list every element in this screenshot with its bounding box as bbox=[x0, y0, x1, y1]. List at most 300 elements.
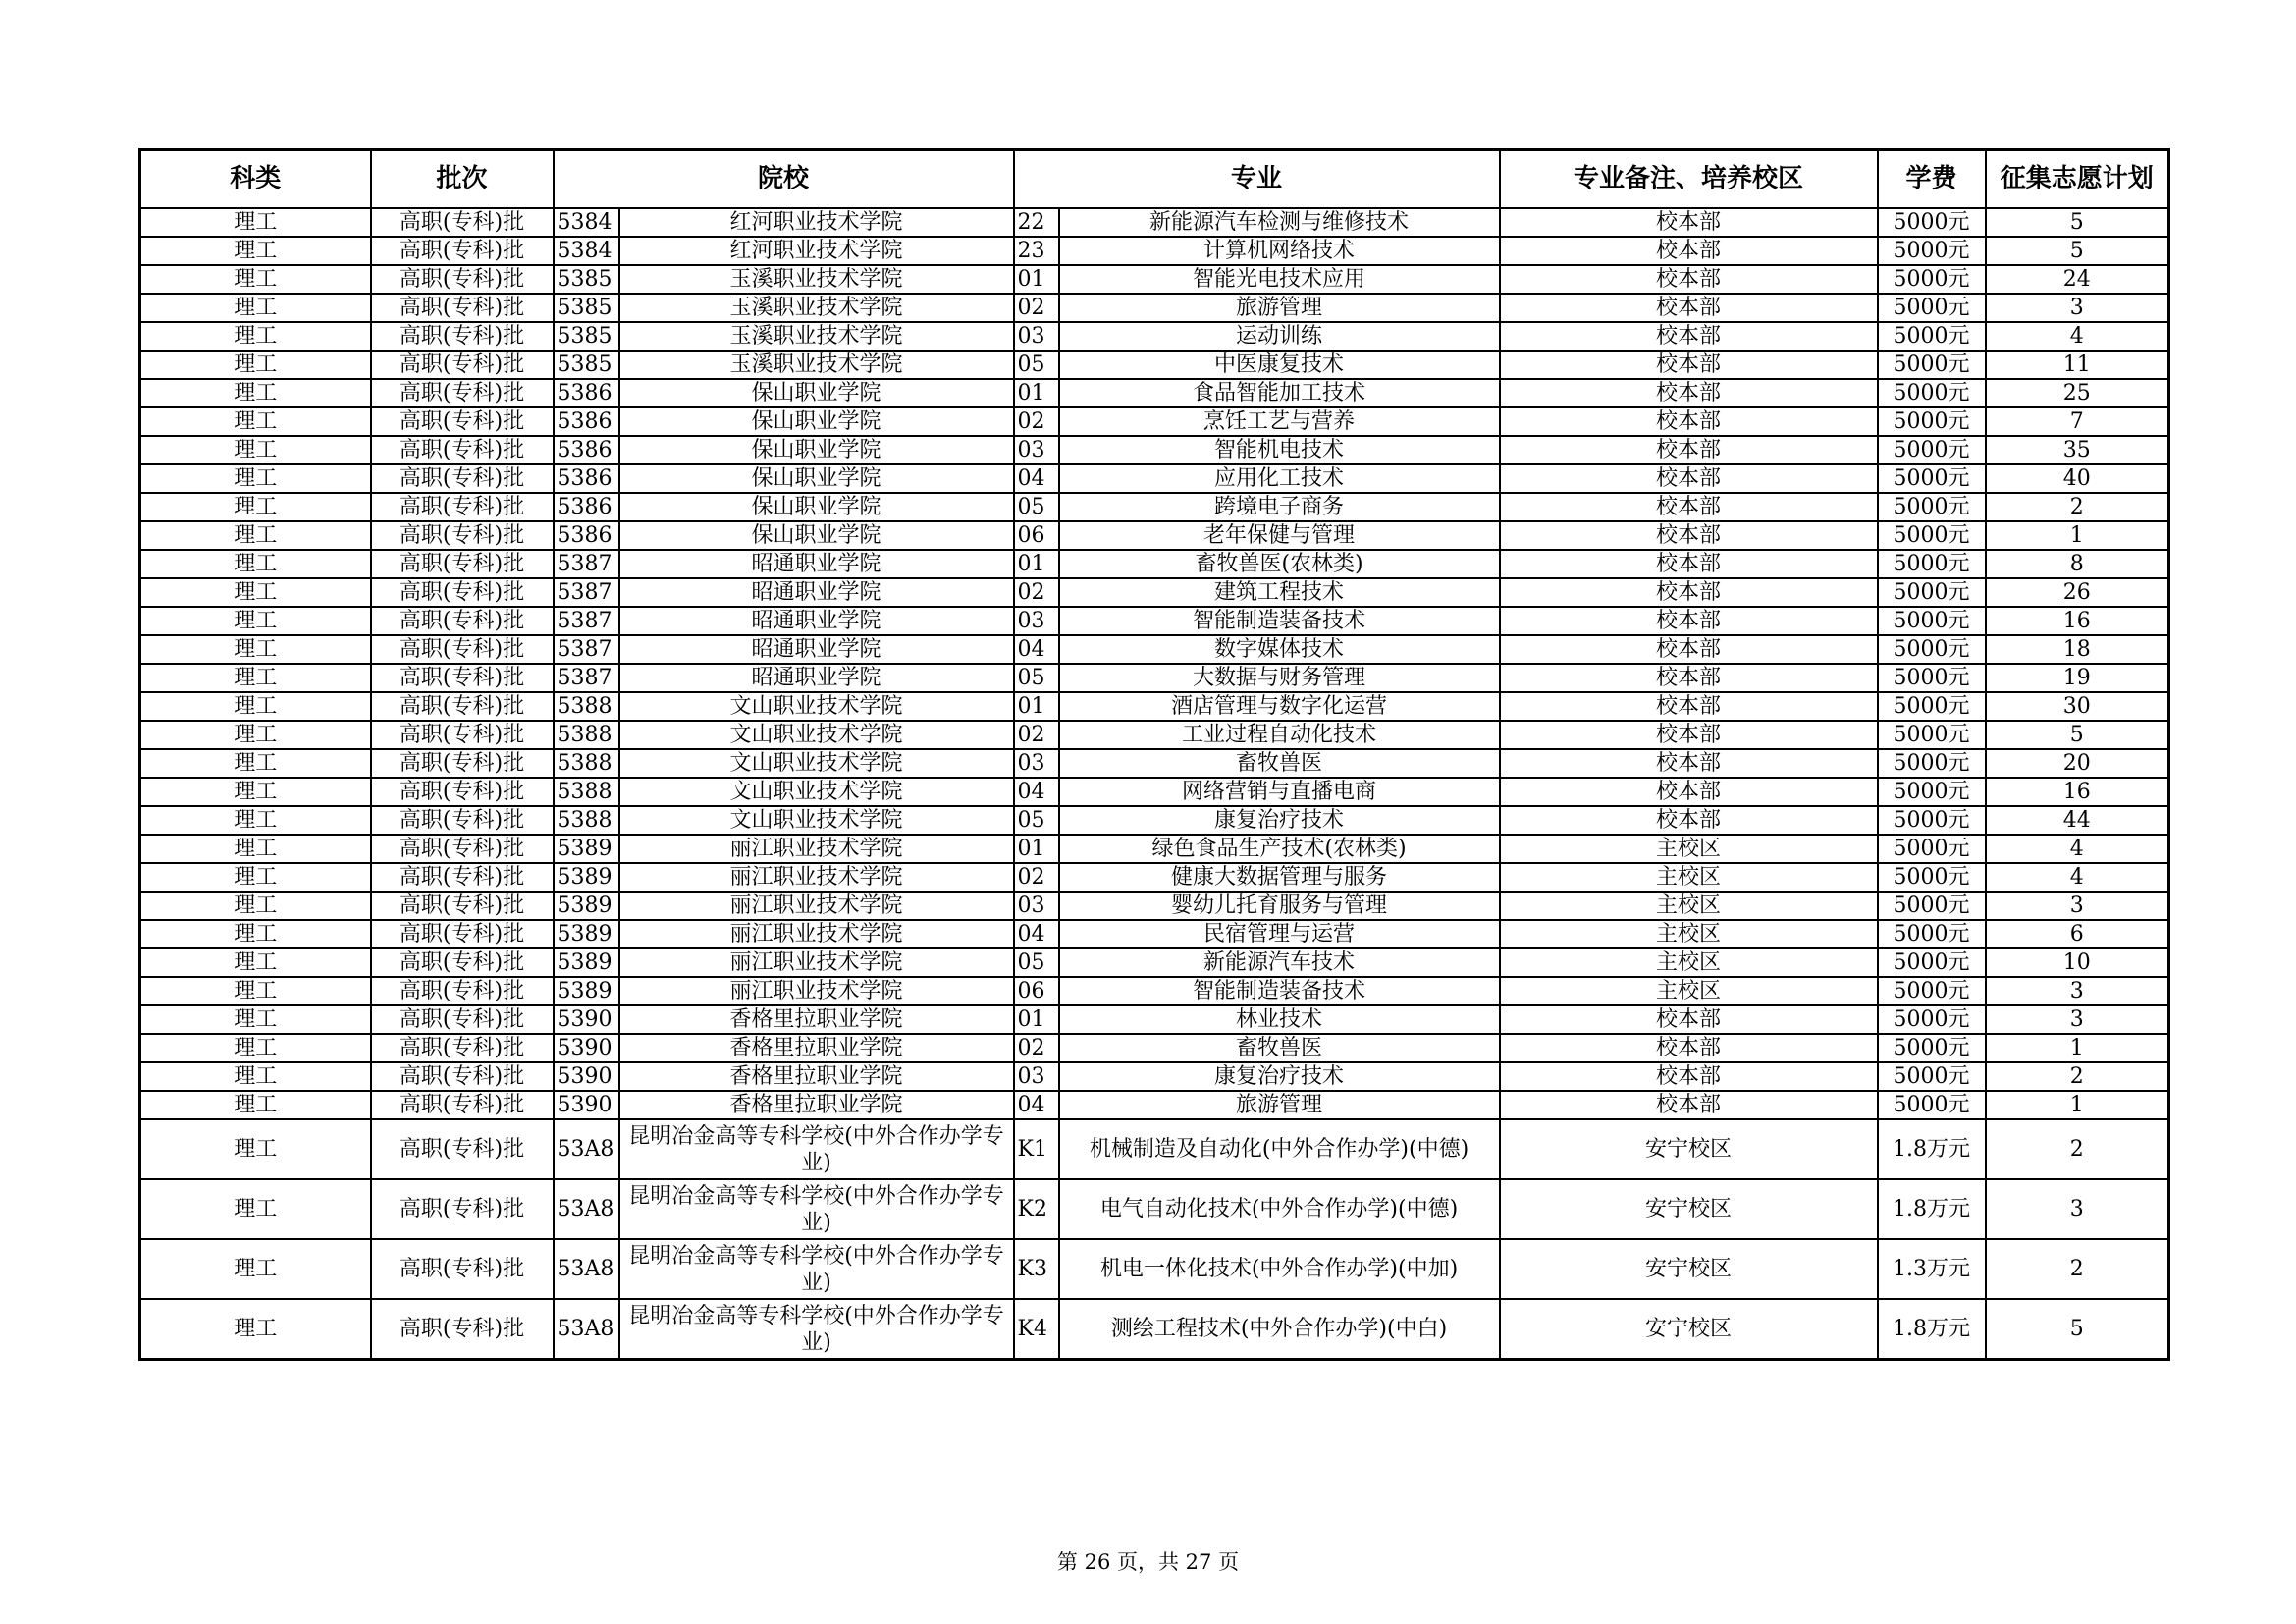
cell-school-code: 5384 bbox=[554, 208, 619, 237]
cell-major-code: 01 bbox=[1014, 379, 1059, 407]
cell-major: 老年保健与管理 bbox=[1059, 521, 1500, 550]
cell-batch: 高职(专科)批 bbox=[371, 464, 554, 493]
cell-major: 康复治疗技术 bbox=[1059, 806, 1500, 835]
cell-school: 保山职业学院 bbox=[619, 521, 1014, 550]
cell-major: 大数据与财务管理 bbox=[1059, 664, 1500, 692]
cell-school: 玉溪职业技术学院 bbox=[619, 294, 1014, 322]
cell-batch: 高职(专科)批 bbox=[371, 521, 554, 550]
cell-category: 理工 bbox=[140, 1299, 371, 1360]
cell-plan: 3 bbox=[1986, 1005, 2169, 1034]
cell-major: 新能源汽车检测与维修技术 bbox=[1059, 208, 1500, 237]
cell-category: 理工 bbox=[140, 237, 371, 265]
cell-major: 婴幼儿托育服务与管理 bbox=[1059, 892, 1500, 920]
cell-school-code: 5386 bbox=[554, 493, 619, 521]
table-row bbox=[140, 835, 2169, 863]
cell-fee: 1.3万元 bbox=[1878, 1239, 1986, 1299]
cell-major: 民宿管理与运营 bbox=[1059, 920, 1500, 948]
cell-major: 畜牧兽医 bbox=[1059, 749, 1500, 778]
cell-remark: 校本部 bbox=[1500, 550, 1878, 578]
cell-major: 智能机电技术 bbox=[1059, 436, 1500, 464]
cell-school: 昆明冶金高等专科学校(中外合作办学专业) bbox=[619, 1179, 1014, 1239]
cell-fee: 5000元 bbox=[1878, 493, 1986, 521]
cell-plan: 30 bbox=[1986, 692, 2169, 721]
cell-major-code: 01 bbox=[1014, 1005, 1059, 1034]
cell-plan: 1 bbox=[1986, 521, 2169, 550]
cell-category: 理工 bbox=[140, 863, 371, 892]
cell-fee: 5000元 bbox=[1878, 892, 1986, 920]
cell-school-code: 5387 bbox=[554, 607, 619, 635]
cell-batch: 高职(专科)批 bbox=[371, 1119, 554, 1179]
cell-fee: 5000元 bbox=[1878, 977, 1986, 1005]
cell-school-code: 5389 bbox=[554, 892, 619, 920]
cell-school-code: 53A8 bbox=[554, 1179, 619, 1239]
cell-plan: 5 bbox=[1986, 721, 2169, 749]
cell-major-code: 05 bbox=[1014, 664, 1059, 692]
cell-category: 理工 bbox=[140, 1005, 371, 1034]
cell-batch: 高职(专科)批 bbox=[371, 1299, 554, 1360]
cell-fee: 5000元 bbox=[1878, 208, 1986, 237]
cell-category: 理工 bbox=[140, 778, 371, 806]
cell-remark: 校本部 bbox=[1500, 322, 1878, 351]
cell-plan: 44 bbox=[1986, 806, 2169, 835]
cell-school-code: 5386 bbox=[554, 464, 619, 493]
cell-remark: 安宁校区 bbox=[1500, 1119, 1878, 1179]
cell-major: 畜牧兽医 bbox=[1059, 1034, 1500, 1062]
cell-school-code: 5384 bbox=[554, 237, 619, 265]
cell-fee: 5000元 bbox=[1878, 1034, 1986, 1062]
cell-major-code: 03 bbox=[1014, 322, 1059, 351]
cell-category: 理工 bbox=[140, 1119, 371, 1179]
cell-remark: 校本部 bbox=[1500, 407, 1878, 436]
cell-school-code: 5388 bbox=[554, 806, 619, 835]
cell-major-code: 06 bbox=[1014, 977, 1059, 1005]
cell-major-code: 23 bbox=[1014, 237, 1059, 265]
cell-plan: 3 bbox=[1986, 1179, 2169, 1239]
cell-plan: 25 bbox=[1986, 379, 2169, 407]
cell-school-code: 5387 bbox=[554, 664, 619, 692]
cell-remark: 校本部 bbox=[1500, 692, 1878, 721]
cell-batch: 高职(专科)批 bbox=[371, 948, 554, 977]
cell-batch: 高职(专科)批 bbox=[371, 208, 554, 237]
cell-batch: 高职(专科)批 bbox=[371, 322, 554, 351]
cell-fee: 5000元 bbox=[1878, 379, 1986, 407]
cell-school: 昭通职业学院 bbox=[619, 607, 1014, 635]
table-row bbox=[140, 948, 2169, 977]
cell-school: 丽江职业技术学院 bbox=[619, 863, 1014, 892]
cell-plan: 2 bbox=[1986, 493, 2169, 521]
cell-major-code: 02 bbox=[1014, 721, 1059, 749]
cell-major-code: 03 bbox=[1014, 892, 1059, 920]
cell-school-code: 5390 bbox=[554, 1062, 619, 1091]
cell-major-code: 02 bbox=[1014, 294, 1059, 322]
cell-school-code: 5388 bbox=[554, 778, 619, 806]
cell-major: 机械制造及自动化(中外合作办学)(中德) bbox=[1059, 1119, 1500, 1179]
cell-major: 应用化工技术 bbox=[1059, 464, 1500, 493]
cell-plan: 11 bbox=[1986, 351, 2169, 379]
cell-batch: 高职(专科)批 bbox=[371, 749, 554, 778]
cell-school: 保山职业学院 bbox=[619, 407, 1014, 436]
cell-plan: 26 bbox=[1986, 578, 2169, 607]
cell-major-code: K2 bbox=[1014, 1179, 1059, 1239]
cell-school-code: 5387 bbox=[554, 578, 619, 607]
cell-school-code: 5390 bbox=[554, 1091, 619, 1119]
cell-fee: 5000元 bbox=[1878, 550, 1986, 578]
cell-batch: 高职(专科)批 bbox=[371, 607, 554, 635]
cell-batch: 高职(专科)批 bbox=[371, 835, 554, 863]
cell-batch: 高职(专科)批 bbox=[371, 806, 554, 835]
cell-remark: 校本部 bbox=[1500, 294, 1878, 322]
cell-plan: 2 bbox=[1986, 1119, 2169, 1179]
cell-remark: 校本部 bbox=[1500, 1062, 1878, 1091]
cell-fee: 5000元 bbox=[1878, 1091, 1986, 1119]
cell-fee: 5000元 bbox=[1878, 635, 1986, 664]
table-row bbox=[140, 237, 2169, 265]
table-row bbox=[140, 436, 2169, 464]
cell-category: 理工 bbox=[140, 436, 371, 464]
cell-fee: 5000元 bbox=[1878, 464, 1986, 493]
cell-plan: 40 bbox=[1986, 464, 2169, 493]
cell-major: 建筑工程技术 bbox=[1059, 578, 1500, 607]
cell-category: 理工 bbox=[140, 1091, 371, 1119]
cell-school-code: 5386 bbox=[554, 521, 619, 550]
cell-batch: 高职(专科)批 bbox=[371, 1062, 554, 1091]
cell-fee: 5000元 bbox=[1878, 294, 1986, 322]
cell-category: 理工 bbox=[140, 379, 371, 407]
cell-major-code: 04 bbox=[1014, 635, 1059, 664]
cell-school: 文山职业技术学院 bbox=[619, 721, 1014, 749]
cell-remark: 主校区 bbox=[1500, 892, 1878, 920]
cell-batch: 高职(专科)批 bbox=[371, 407, 554, 436]
cell-fee: 5000元 bbox=[1878, 607, 1986, 635]
cell-category: 理工 bbox=[140, 351, 371, 379]
cell-school: 昆明冶金高等专科学校(中外合作办学专业) bbox=[619, 1119, 1014, 1179]
cell-major-code: K1 bbox=[1014, 1119, 1059, 1179]
cell-remark: 校本部 bbox=[1500, 1091, 1878, 1119]
cell-major: 绿色食品生产技术(农林类) bbox=[1059, 835, 1500, 863]
cell-school-code: 5389 bbox=[554, 835, 619, 863]
table-row bbox=[140, 407, 2169, 436]
cell-batch: 高职(专科)批 bbox=[371, 237, 554, 265]
cell-plan: 1 bbox=[1986, 1091, 2169, 1119]
table-body bbox=[140, 208, 2169, 1360]
cell-school-code: 5388 bbox=[554, 749, 619, 778]
table-row bbox=[140, 1239, 2169, 1299]
cell-category: 理工 bbox=[140, 493, 371, 521]
table-row bbox=[140, 977, 2169, 1005]
cell-fee: 5000元 bbox=[1878, 322, 1986, 351]
cell-major-code: 04 bbox=[1014, 464, 1059, 493]
cell-plan: 5 bbox=[1986, 237, 2169, 265]
cell-major-code: 03 bbox=[1014, 1062, 1059, 1091]
cell-major: 智能制造装备技术 bbox=[1059, 977, 1500, 1005]
cell-remark: 安宁校区 bbox=[1500, 1299, 1878, 1360]
page-footer: 第 26 页，共 27 页 bbox=[1056, 1550, 1240, 1574]
cell-school-code: 5386 bbox=[554, 436, 619, 464]
table-row bbox=[140, 635, 2169, 664]
cell-major: 烹饪工艺与营养 bbox=[1059, 407, 1500, 436]
cell-school-code: 5388 bbox=[554, 692, 619, 721]
header-remark: 专业备注、培养校区 bbox=[1500, 150, 1878, 209]
cell-school: 文山职业技术学院 bbox=[619, 806, 1014, 835]
cell-fee: 5000元 bbox=[1878, 749, 1986, 778]
cell-school: 保山职业学院 bbox=[619, 464, 1014, 493]
table-row bbox=[140, 778, 2169, 806]
cell-major-code: 04 bbox=[1014, 778, 1059, 806]
cell-batch: 高职(专科)批 bbox=[371, 1239, 554, 1299]
cell-category: 理工 bbox=[140, 1062, 371, 1091]
cell-school: 昭通职业学院 bbox=[619, 635, 1014, 664]
cell-category: 理工 bbox=[140, 948, 371, 977]
table-row bbox=[140, 379, 2169, 407]
cell-school: 保山职业学院 bbox=[619, 493, 1014, 521]
cell-batch: 高职(专科)批 bbox=[371, 977, 554, 1005]
cell-major: 中医康复技术 bbox=[1059, 351, 1500, 379]
table-row bbox=[140, 1119, 2169, 1179]
cell-school: 文山职业技术学院 bbox=[619, 692, 1014, 721]
cell-school: 保山职业学院 bbox=[619, 379, 1014, 407]
cell-school-code: 53A8 bbox=[554, 1119, 619, 1179]
cell-remark: 校本部 bbox=[1500, 607, 1878, 635]
cell-school: 香格里拉职业学院 bbox=[619, 1091, 1014, 1119]
cell-major-code: 03 bbox=[1014, 436, 1059, 464]
table-row bbox=[140, 863, 2169, 892]
cell-remark: 主校区 bbox=[1500, 835, 1878, 863]
cell-category: 理工 bbox=[140, 322, 371, 351]
cell-category: 理工 bbox=[140, 721, 371, 749]
table-row bbox=[140, 749, 2169, 778]
cell-school-code: 5385 bbox=[554, 351, 619, 379]
cell-school-code: 5385 bbox=[554, 322, 619, 351]
cell-major: 机电一体化技术(中外合作办学)(中加) bbox=[1059, 1239, 1500, 1299]
cell-remark: 主校区 bbox=[1500, 920, 1878, 948]
table-row bbox=[140, 920, 2169, 948]
cell-plan: 8 bbox=[1986, 550, 2169, 578]
cell-plan: 10 bbox=[1986, 948, 2169, 977]
header-batch: 批次 bbox=[371, 150, 554, 209]
cell-remark: 校本部 bbox=[1500, 778, 1878, 806]
cell-fee: 5000元 bbox=[1878, 578, 1986, 607]
cell-major: 运动训练 bbox=[1059, 322, 1500, 351]
cell-category: 理工 bbox=[140, 835, 371, 863]
table-row bbox=[140, 1091, 2169, 1119]
cell-batch: 高职(专科)批 bbox=[371, 920, 554, 948]
cell-school: 昭通职业学院 bbox=[619, 550, 1014, 578]
table-row bbox=[140, 351, 2169, 379]
cell-remark: 校本部 bbox=[1500, 1005, 1878, 1034]
table-row bbox=[140, 550, 2169, 578]
cell-remark: 主校区 bbox=[1500, 948, 1878, 977]
cell-school-code: 5386 bbox=[554, 379, 619, 407]
cell-plan: 2 bbox=[1986, 1239, 2169, 1299]
table-row bbox=[140, 521, 2169, 550]
cell-plan: 2 bbox=[1986, 1062, 2169, 1091]
cell-major-code: 05 bbox=[1014, 948, 1059, 977]
cell-major: 健康大数据管理与服务 bbox=[1059, 863, 1500, 892]
table-row bbox=[140, 294, 2169, 322]
cell-major: 网络营销与直播电商 bbox=[1059, 778, 1500, 806]
cell-major: 电气自动化技术(中外合作办学)(中德) bbox=[1059, 1179, 1500, 1239]
cell-plan: 20 bbox=[1986, 749, 2169, 778]
cell-batch: 高职(专科)批 bbox=[371, 863, 554, 892]
cell-batch: 高职(专科)批 bbox=[371, 436, 554, 464]
cell-major: 酒店管理与数字化运营 bbox=[1059, 692, 1500, 721]
cell-major-code: 06 bbox=[1014, 521, 1059, 550]
cell-major: 旅游管理 bbox=[1059, 294, 1500, 322]
cell-school-code: 5390 bbox=[554, 1034, 619, 1062]
cell-major-code: 02 bbox=[1014, 1034, 1059, 1062]
cell-major-code: 02 bbox=[1014, 407, 1059, 436]
cell-fee: 5000元 bbox=[1878, 778, 1986, 806]
table-row bbox=[140, 806, 2169, 835]
cell-batch: 高职(专科)批 bbox=[371, 550, 554, 578]
cell-remark: 校本部 bbox=[1500, 265, 1878, 294]
cell-remark: 校本部 bbox=[1500, 806, 1878, 835]
cell-category: 理工 bbox=[140, 635, 371, 664]
cell-school: 玉溪职业技术学院 bbox=[619, 265, 1014, 294]
cell-remark: 校本部 bbox=[1500, 721, 1878, 749]
cell-batch: 高职(专科)批 bbox=[371, 265, 554, 294]
cell-major-code: 05 bbox=[1014, 351, 1059, 379]
table-row bbox=[140, 1179, 2169, 1239]
cell-school-code: 5389 bbox=[554, 977, 619, 1005]
cell-school: 昭通职业学院 bbox=[619, 664, 1014, 692]
cell-major-code: 01 bbox=[1014, 835, 1059, 863]
cell-batch: 高职(专科)批 bbox=[371, 778, 554, 806]
cell-fee: 1.8万元 bbox=[1878, 1119, 1986, 1179]
cell-plan: 5 bbox=[1986, 1299, 2169, 1360]
cell-school: 昆明冶金高等专科学校(中外合作办学专业) bbox=[619, 1299, 1014, 1360]
cell-school-code: 5387 bbox=[554, 635, 619, 664]
cell-plan: 5 bbox=[1986, 208, 2169, 237]
cell-school-code: 53A8 bbox=[554, 1239, 619, 1299]
cell-school: 文山职业技术学院 bbox=[619, 749, 1014, 778]
cell-fee: 5000元 bbox=[1878, 436, 1986, 464]
cell-batch: 高职(专科)批 bbox=[371, 1034, 554, 1062]
header-major: 专业 bbox=[1014, 150, 1500, 209]
cell-plan: 4 bbox=[1986, 322, 2169, 351]
cell-plan: 3 bbox=[1986, 977, 2169, 1005]
cell-school: 玉溪职业技术学院 bbox=[619, 351, 1014, 379]
cell-fee: 5000元 bbox=[1878, 920, 1986, 948]
cell-remark: 主校区 bbox=[1500, 863, 1878, 892]
cell-fee: 5000元 bbox=[1878, 806, 1986, 835]
cell-category: 理工 bbox=[140, 607, 371, 635]
cell-major-code: K4 bbox=[1014, 1299, 1059, 1360]
header-school: 院校 bbox=[554, 150, 1014, 209]
cell-school: 昭通职业学院 bbox=[619, 578, 1014, 607]
cell-category: 理工 bbox=[140, 464, 371, 493]
cell-category: 理工 bbox=[140, 892, 371, 920]
cell-school: 昆明冶金高等专科学校(中外合作办学专业) bbox=[619, 1239, 1014, 1299]
cell-major-code: K3 bbox=[1014, 1239, 1059, 1299]
cell-plan: 18 bbox=[1986, 635, 2169, 664]
cell-school: 玉溪职业技术学院 bbox=[619, 322, 1014, 351]
cell-fee: 5000元 bbox=[1878, 948, 1986, 977]
cell-school: 文山职业技术学院 bbox=[619, 778, 1014, 806]
cell-plan: 16 bbox=[1986, 607, 2169, 635]
header-plan: 征集志愿计划 bbox=[1986, 150, 2169, 209]
cell-school: 丽江职业技术学院 bbox=[619, 835, 1014, 863]
cell-batch: 高职(专科)批 bbox=[371, 664, 554, 692]
cell-major: 数字媒体技术 bbox=[1059, 635, 1500, 664]
table-header-row bbox=[140, 150, 2169, 209]
cell-plan: 16 bbox=[1986, 778, 2169, 806]
cell-major: 智能光电技术应用 bbox=[1059, 265, 1500, 294]
header-category: 科类 bbox=[140, 150, 371, 209]
cell-batch: 高职(专科)批 bbox=[371, 294, 554, 322]
cell-major-code: 22 bbox=[1014, 208, 1059, 237]
cell-plan: 3 bbox=[1986, 892, 2169, 920]
table-row bbox=[140, 1005, 2169, 1034]
cell-school: 丽江职业技术学院 bbox=[619, 948, 1014, 977]
table-row bbox=[140, 721, 2169, 749]
cell-fee: 5000元 bbox=[1878, 1062, 1986, 1091]
cell-fee: 5000元 bbox=[1878, 664, 1986, 692]
cell-major: 跨境电子商务 bbox=[1059, 493, 1500, 521]
cell-remark: 安宁校区 bbox=[1500, 1179, 1878, 1239]
cell-remark: 校本部 bbox=[1500, 749, 1878, 778]
cell-category: 理工 bbox=[140, 407, 371, 436]
cell-remark: 校本部 bbox=[1500, 1034, 1878, 1062]
cell-plan: 7 bbox=[1986, 407, 2169, 436]
cell-fee: 5000元 bbox=[1878, 237, 1986, 265]
cell-fee: 5000元 bbox=[1878, 863, 1986, 892]
cell-fee: 5000元 bbox=[1878, 721, 1986, 749]
cell-fee: 5000元 bbox=[1878, 407, 1986, 436]
cell-school: 保山职业学院 bbox=[619, 436, 1014, 464]
cell-plan: 24 bbox=[1986, 265, 2169, 294]
table-row bbox=[140, 322, 2169, 351]
cell-fee: 5000元 bbox=[1878, 265, 1986, 294]
cell-category: 理工 bbox=[140, 1179, 371, 1239]
cell-major: 工业过程自动化技术 bbox=[1059, 721, 1500, 749]
cell-school-code: 5389 bbox=[554, 920, 619, 948]
cell-school-code: 5385 bbox=[554, 294, 619, 322]
table-row bbox=[140, 692, 2169, 721]
admission-plan-table bbox=[138, 148, 2170, 1361]
cell-school: 丽江职业技术学院 bbox=[619, 892, 1014, 920]
cell-remark: 校本部 bbox=[1500, 464, 1878, 493]
cell-remark: 校本部 bbox=[1500, 521, 1878, 550]
cell-category: 理工 bbox=[140, 578, 371, 607]
cell-batch: 高职(专科)批 bbox=[371, 379, 554, 407]
table-row bbox=[140, 892, 2169, 920]
cell-batch: 高职(专科)批 bbox=[371, 635, 554, 664]
cell-remark: 校本部 bbox=[1500, 493, 1878, 521]
cell-plan: 19 bbox=[1986, 664, 2169, 692]
cell-batch: 高职(专科)批 bbox=[371, 892, 554, 920]
cell-category: 理工 bbox=[140, 806, 371, 835]
cell-fee: 5000元 bbox=[1878, 835, 1986, 863]
cell-school-code: 5389 bbox=[554, 863, 619, 892]
cell-plan: 6 bbox=[1986, 920, 2169, 948]
cell-school: 红河职业技术学院 bbox=[619, 208, 1014, 237]
table-row bbox=[140, 1299, 2169, 1360]
cell-major-code: 01 bbox=[1014, 550, 1059, 578]
cell-remark: 校本部 bbox=[1500, 208, 1878, 237]
cell-major: 测绘工程技术(中外合作办学)(中白) bbox=[1059, 1299, 1500, 1360]
cell-fee: 5000元 bbox=[1878, 521, 1986, 550]
cell-school-code: 5385 bbox=[554, 265, 619, 294]
cell-category: 理工 bbox=[140, 749, 371, 778]
cell-remark: 校本部 bbox=[1500, 578, 1878, 607]
cell-major-code: 05 bbox=[1014, 493, 1059, 521]
cell-major-code: 03 bbox=[1014, 607, 1059, 635]
cell-school-code: 5388 bbox=[554, 721, 619, 749]
cell-remark: 校本部 bbox=[1500, 379, 1878, 407]
table-row bbox=[140, 1062, 2169, 1091]
table-row bbox=[140, 607, 2169, 635]
